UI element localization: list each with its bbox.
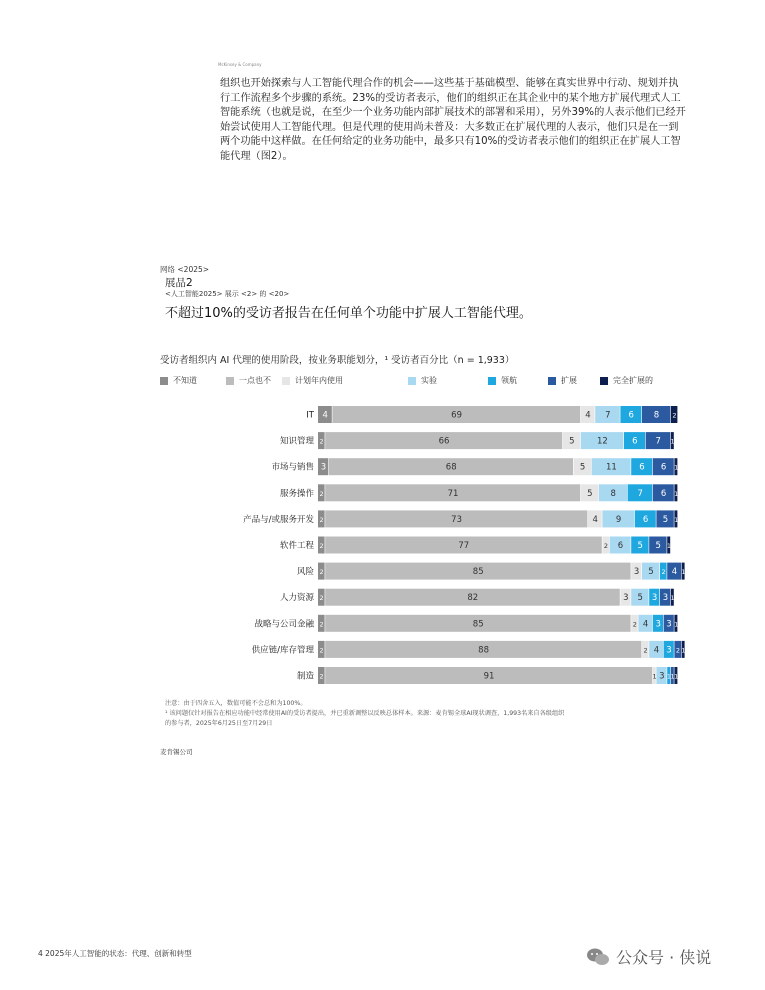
data-label: 8 <box>610 488 616 499</box>
data-label: 3 <box>666 645 672 656</box>
data-label: 3 <box>651 593 658 604</box>
data-label: 6 <box>639 462 645 473</box>
data-label: 2 <box>319 437 324 446</box>
data-label: 1 <box>674 463 679 472</box>
data-label: 3 <box>623 593 629 604</box>
data-label: 1 <box>670 672 675 681</box>
data-label: 5 <box>648 567 654 578</box>
legend-item <box>282 375 343 386</box>
data-label: 7 <box>655 436 661 447</box>
data-label: 5 <box>637 541 643 551</box>
chart-title: 不超过10%的受访者报告在任何单个功能中扩展人工智能代理。 <box>165 306 532 321</box>
legend-swatch <box>408 377 416 385</box>
data-label: 2 <box>319 594 324 603</box>
category-label: 人力资源 <box>279 593 314 604</box>
data-label: 7 <box>605 410 611 421</box>
category-label: 供应链/库存管理 <box>251 645 314 656</box>
data-label: 2 <box>643 646 648 655</box>
data-label: 3 <box>662 593 669 604</box>
data-label: 6 <box>660 462 667 473</box>
data-label: 2 <box>319 542 324 550</box>
legend-label: 计划年内使用 <box>295 376 343 385</box>
data-label: 1 <box>681 568 686 577</box>
legend-item <box>160 375 197 386</box>
data-label: 11 <box>605 462 617 473</box>
data-label: 71 <box>447 488 459 499</box>
legend-label: 完全扩展的 <box>613 376 653 385</box>
data-label: 85 <box>472 619 484 630</box>
data-label: 1 <box>674 489 679 498</box>
exhibit-label: 展品2 <box>165 277 193 289</box>
data-label: 2 <box>319 568 324 577</box>
category-label: 服务操作 <box>279 488 314 499</box>
category-label: 制造 <box>296 671 314 682</box>
intro-paragraph: 组织也开始探索与人工智能代理合作的机会——这些基于基础模型、能够在真实世界中行动、规划并执行工作流程多个步骤的系统。23%的受访者表示，他们的组织正在其企业中的某个地方扩展代理式人工智能系统（也就是说，在至少一个业务功能内部扩展技术的部署和采用），另外39%的人表示他们已经开始尝试使用人工智能代理。但是代理的使用尚未普及：大多数正在扩展代理的人表示，他们只是在一到两个功能中这样做。在任何给定的业务功能中，最多只有10%的受访者表示他们的组织正在扩展人工智能代理（图2）。 <box>220 78 686 162</box>
legend-item <box>548 375 577 386</box>
legend-item <box>408 375 437 386</box>
data-label: 91 <box>483 671 495 682</box>
data-label: 2 <box>319 515 324 524</box>
data-label: 2 <box>675 646 681 655</box>
data-label: 1 <box>652 672 657 681</box>
data-label: 2 <box>603 542 609 550</box>
note-dates: 的参与者，2025年6月25日至7月29日 <box>165 720 273 727</box>
legend-label: 一点也不 <box>239 376 271 385</box>
legend-swatch <box>548 377 556 385</box>
watermark-text: 公众号 · 侠说 <box>616 948 712 967</box>
data-label: 2 <box>319 646 324 655</box>
data-label: 1 <box>674 515 679 524</box>
data-label: 1 <box>666 672 672 681</box>
data-label: 1 <box>670 594 675 603</box>
data-label: 5 <box>655 541 661 551</box>
legend-swatch <box>226 377 234 385</box>
wechat-icon <box>586 947 610 967</box>
legend-item <box>488 375 517 386</box>
data-label: 1 <box>681 646 686 655</box>
category-label: 风险 <box>296 567 314 578</box>
data-label: 1 <box>670 437 675 446</box>
data-label: 12 <box>596 436 608 447</box>
data-label: 73 <box>451 514 463 525</box>
data-label: 5 <box>637 593 643 604</box>
exhibit-subtitle: <人工智能2025> 展示 <2> 的 <20> <box>165 290 290 298</box>
data-label: 3 <box>655 619 661 630</box>
data-label: 5 <box>662 514 669 525</box>
data-label: 2 <box>319 672 324 681</box>
legend-item <box>226 375 271 386</box>
data-label: 5 <box>579 462 586 473</box>
data-label: 6 <box>642 514 649 525</box>
chart-notes <box>165 699 635 729</box>
data-label: 6 <box>632 436 638 447</box>
data-label: 9 <box>615 514 622 525</box>
data-label: 2 <box>632 620 637 629</box>
data-label: 3 <box>633 567 640 578</box>
data-label: 7 <box>637 488 643 499</box>
data-label: 2 <box>661 568 666 577</box>
source-tag: 网络 <2025> <box>160 265 210 274</box>
legend-swatch <box>160 377 168 385</box>
data-label: 5 <box>569 436 575 447</box>
data-label: 1 <box>674 620 679 629</box>
data-label: 6 <box>628 410 634 421</box>
data-label: 88 <box>478 645 490 656</box>
note-methodology: ¹ 该问题仅针对报告在相应功能中经常使用AI的受访者提出，并已重新调整以反映总体样本。来源：麦肯锡全球AI现状调查，1,993名来自各级组织 <box>165 710 565 717</box>
data-label: 6 <box>660 488 667 499</box>
legend-label: 实验 <box>421 376 437 385</box>
data-label: 1 <box>674 672 679 681</box>
data-label: 68 <box>445 462 457 473</box>
data-label: 85 <box>472 567 484 578</box>
data-label: 6 <box>617 541 624 551</box>
data-label: 82 <box>467 593 479 604</box>
legend-label: 不知道 <box>173 376 197 385</box>
data-label: 4 <box>642 619 649 630</box>
data-label: 8 <box>653 410 660 421</box>
data-label: 66 <box>438 436 450 447</box>
stacked-bar-chart <box>0 396 765 696</box>
page-footer: 4 2025年人工智能的状态：代理、创新和转型 <box>38 949 192 958</box>
data-label: 2 <box>672 411 677 420</box>
publisher-mark: McKinsey & Company <box>218 62 262 67</box>
legend-swatch <box>282 377 290 385</box>
category-label: 软件工程 <box>279 541 314 551</box>
chart-subtitle: 受访者组织内 AI 代理的使用阶段，按业务职能划分，¹ 受访者百分比（n = 1,933） <box>160 355 515 366</box>
data-label: 3 <box>659 671 665 682</box>
category-label: IT <box>306 410 314 421</box>
category-label: 知识管理 <box>279 436 314 447</box>
legend-label: 领航 <box>501 376 517 385</box>
company-name: 麦肯锡公司 <box>160 748 193 756</box>
category-label: 战略与公司金融 <box>254 619 314 630</box>
data-label: 1 <box>666 542 672 550</box>
data-label: 4 <box>653 645 660 656</box>
data-label: 2 <box>319 489 324 498</box>
data-label: 4 <box>322 410 328 421</box>
note-rounding: 注意：由于四舍五入，数值可能不会总和为100%。 <box>165 700 307 707</box>
chart-legend <box>160 375 720 387</box>
legend-swatch <box>488 377 496 385</box>
data-label: 3 <box>666 619 672 630</box>
legend-item <box>600 375 653 386</box>
data-label: 4 <box>592 514 598 525</box>
category-label: 市场与销售 <box>271 462 314 473</box>
watermark <box>586 945 711 968</box>
data-label: 4 <box>671 567 678 578</box>
data-label: 77 <box>458 541 470 551</box>
data-label: 5 <box>587 488 593 499</box>
data-label: 69 <box>451 410 463 421</box>
data-label: 4 <box>585 410 591 421</box>
legend-label: 扩展 <box>561 376 577 385</box>
data-label: 3 <box>320 462 327 473</box>
data-label: 2 <box>319 620 324 629</box>
category-label: 产品与/或服务开发 <box>243 514 314 525</box>
legend-swatch <box>600 377 608 385</box>
